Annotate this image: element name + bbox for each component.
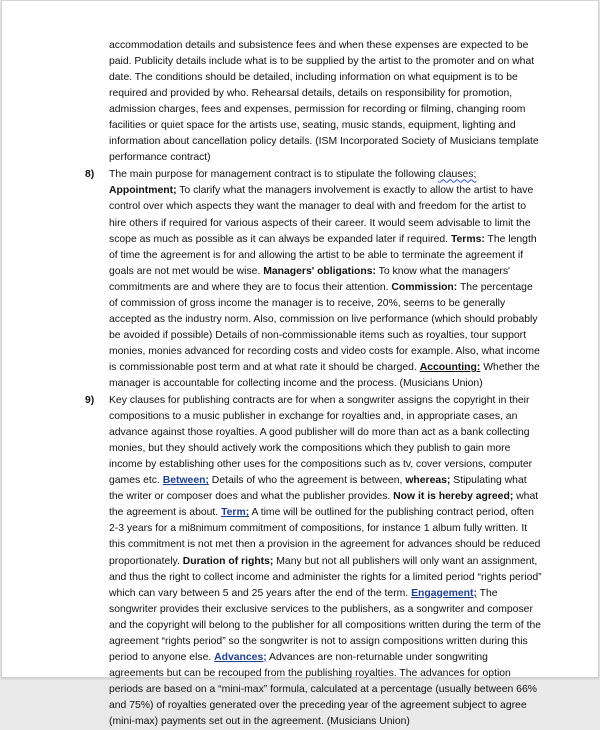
terms-label: Terms:: [450, 233, 485, 245]
between-label: Between;: [162, 475, 209, 487]
term-label: Term;: [221, 507, 250, 519]
hereby-agreed-label: Now it is hereby agreed;: [393, 491, 514, 503]
spellcheck-word: clauses;: [438, 169, 477, 181]
list-item-8: 8) The main purpose for management contract is to stipulate the following clauses; Appointment; To clarify what the managers involvement is exactly to allow the artist to have control over which aspects they want the manager to deal with and freedom for the artist to hire others if required for various aspects of their career. It would seem advisable to limit the scope as much as possible as it can always be expanded later if required. Terms: The length of time the agreement is for and allowing the artist to be able to terminate the agreement if goals are not met would be wise. Managers' obligations: To know what the managers' commitments are and where they are to focus their attention. Commission: The percentage of commission of gross income the manager is to receive, 20%, seems to be generally accepted as the industry norm. Also, commission on live performance (which should probably be avoided if possible) Details of non-commissionable items such as royalties, tour support monies, monies advanced for recording costs and video costs for example. Also, what income is commissionable post term and at what rate it should be charged. Accounting: Whether the manager is accountable for collecting income and the process. (Musicians Union): [85, 169, 540, 389]
appointment-label: Appointment;: [109, 185, 177, 197]
list-item-9: 9) Key clauses for publishing contracts are for when a songwriter assigns the copyright in their compositions to a music publisher in exchange for royalties and, in appropriate cases, an advance against those royalties. A good publisher will do more than act as a bank collecting monies, but they should actively work the compositions which they publish to gain more income by establishing other uses for the compositions such as tv, cover versions, computer games etc. Between; Details of who the agreement is between, whereas; Stipulating what the writer or composer does and what the publisher provides. Now it is hereby agreed; what the agreement is about. Term; A time will be outlined for the publishing contract period, often 2-3 years for a mi8nimum commitment of compositions, for instance 1 album fully written. It this commitment is not met then a provision in the agreement for advances should be reduced proportionately. Duration of rights; Many but not all publishers will only want an assignment, and thus the right to collect income and administer the rights for a limited period “rights period” which can vary between 5 and 25 years after the end of the term. Engagement; The songwriter provides their exclusive services to the publishers, as a songwriter and composer and the copyright will belong to the publisher for all compositions written during the term of the agreement “rights period” so the songwriter is not to assign compositions written during this period to anyone else. Advances; Advances are non-returnable under songwriting agreements but can be recouped from the publishing royalties. The advances for option periods are based on a “mini-max” formula, calculated at a percentage (usually between 66% and 75%) of royalties generated over the preceding year of the agreement subject to agree (mini-max) payments set out in the agreement. (Musicians Union): [85, 395, 542, 727]
document-body: [85, 38, 542, 730]
obligations-label: Managers' obligations:: [263, 265, 376, 277]
commission-label: Commission:: [391, 281, 458, 293]
whereas-label: whereas;: [405, 475, 451, 487]
engagement-label: Engagement;: [411, 587, 477, 599]
continuation-paragraph: accommodation details and subsistence fees and when these expenses are expected to be paid. Publicity details include what is to be supplied by the artist to the promoter and on what date. The conditions should be detailed, including information on what equipment is to be required and provided by who. Rehearsal details, details on responsibility for promotion, admission charges, fees and expenses, permission for recording or filming, changing room facilities or quiet space for the artists use, seating, music stands, equipment, lighting and information about cancellation policy details. (ISM Incorporated Society of Musicians template performance contract): [109, 40, 539, 164]
list-number: 8): [85, 169, 95, 181]
document-page: [1, 0, 599, 727]
duration-label: Duration of rights;: [182, 555, 274, 567]
list-number: 9): [85, 395, 95, 407]
advances-label: Advances;: [214, 651, 267, 663]
accounting-label: Accounting:: [419, 361, 481, 373]
